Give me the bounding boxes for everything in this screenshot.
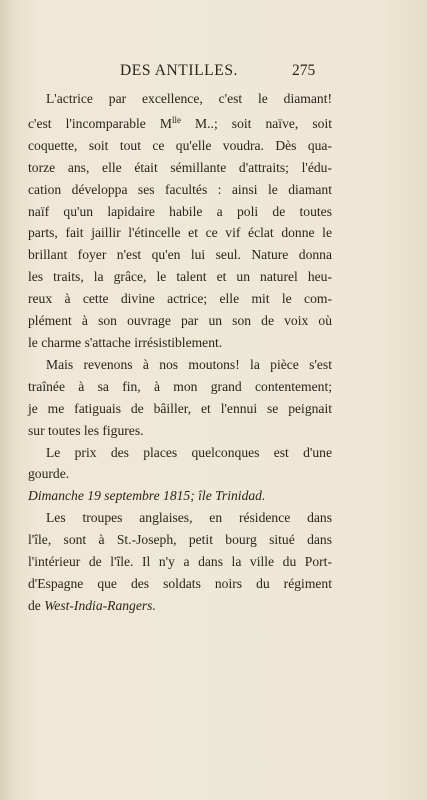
text-line: Le prix des places quelconques est d'une [46, 444, 332, 460]
text-line: gourde. [28, 466, 70, 482]
page-header [0, 62, 427, 84]
text-line: reux à cette divine actrice; elle mit le com- [28, 291, 332, 307]
text-line: je me fatiguais de bâiller, et l'ennui se peignait [28, 400, 332, 416]
running-head: DES ANTILLES. [120, 62, 239, 79]
dateline: Dimanche 19 septembre 1815; île Trinidad. [28, 488, 266, 504]
text-line: naïf qu'un lapidaire habile a poli de toutes [28, 203, 332, 219]
text-line: les traits, la grâce, le talent et un naturel heu- [28, 269, 332, 285]
text-line: brillant foyer n'est qu'en lui seul. Nature donna [28, 247, 332, 263]
text-line: L'actrice par excellence, c'est le diamant! [46, 91, 332, 106]
text-line: l'intérieur de l'île. Il n'y a dans la ville du Port- [28, 554, 332, 570]
paragraph-diamond [28, 88, 332, 354]
text-line: Les troupes anglaises, en résidence dans [46, 510, 332, 526]
text-line: d'Espagne que des soldats noirs du régiment [28, 575, 332, 591]
text-line: sur toutes les figures. [28, 422, 144, 438]
page-number: 275 [292, 62, 316, 79]
text-line: plément à son ouvrage par un son de voix où [28, 313, 332, 329]
body-text [28, 88, 332, 617]
text-line: torze ans, elle était sémillante d'attraits; l'édu- [28, 159, 332, 175]
paragraph-troupes [28, 507, 332, 617]
text-line: le charme s'attache irrésistiblement. [28, 334, 223, 350]
paragraph-moutons [28, 354, 332, 442]
text-line: de West-India-Rangers. [28, 597, 156, 613]
text-line: cation développa ses facultés : ainsi le diamant [28, 181, 332, 197]
paragraph-prix [28, 442, 332, 486]
text-line: c'est l'incomparable $M^{lle}$ M..; soit naïve, soit [28, 114, 333, 131]
text-line: Mais revenons à nos moutons! la pièce s'est [46, 356, 332, 372]
text-line: traînée à sa fin, à mon grand contentement; [28, 378, 332, 394]
text-line: l'île, sont à St.-Joseph, petit bourg situé dans [28, 532, 332, 548]
regiment-name: West-India-Rangers. [44, 597, 156, 613]
dateline-paragraph [28, 485, 332, 507]
text-line: parts, fait jaillir l'étincelle et ce vif éclat donne le [28, 225, 332, 241]
text-line: coquette, soit tout ce qu'elle voudra. Dès qua- [28, 137, 332, 153]
